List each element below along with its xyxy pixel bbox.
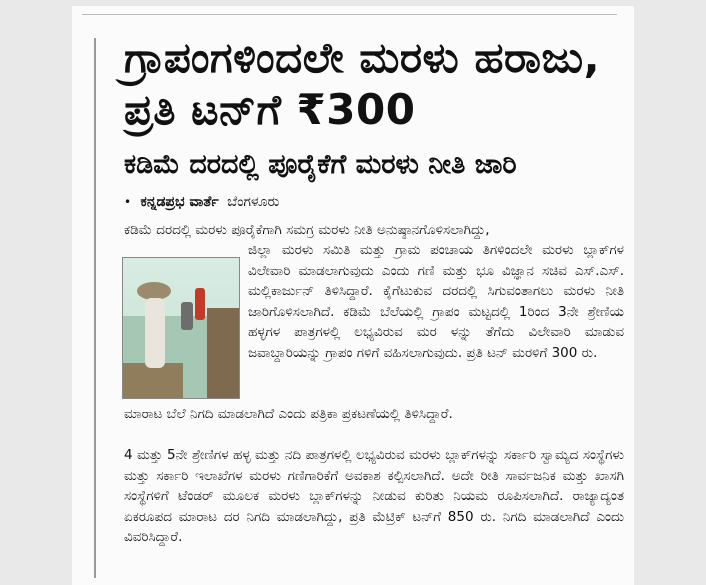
- byline-bullet: •: [124, 195, 132, 209]
- headline: ಗ್ರಾಪಂಗಳಿಂದಲೇ ಮರಳು ಹರಾಜು, ಪ್ರತಿ ಟನ್‌ಗೆ ₹300: [124, 33, 601, 134]
- photo-worker: [145, 298, 165, 368]
- photo-worker-3: [195, 288, 205, 320]
- byline: [124, 194, 279, 210]
- paragraph-1-top: ಕಡಿಮೆ ದರದಲ್ಲಿ ಮರಳು ಪೂರೈಕೆಗಾಗಿ ಸಮಗ್ರ ಮರಳು ನೀತಿ ಅನುಷ್ಠಾನಗೊಳಿಸಲಾಗಿದ್ದು,: [124, 222, 490, 238]
- column-rule: [94, 38, 96, 578]
- byline-place: ಬೆಂಗಳೂರು: [227, 194, 280, 210]
- photo-shore: [123, 363, 183, 398]
- top-divider: [82, 14, 617, 15]
- byline-source: ಕನ್ನಡಪ್ರಭ ವಾರ್ತೆ: [140, 194, 219, 210]
- subheadline: ಕಡಿಮೆ ದರದಲ್ಲಿ ಪೂರೈಕೆಗೆ ಮರಳು ನೀತಿ ಜಾರಿ: [124, 149, 517, 180]
- paragraph-1-side: ಜಿಲ್ಲಾ ಮರಳು ಸಮಿತಿ ಮತ್ತು ಗ್ರಾಮ ಪಂಚಾಯ ತಿಗಳಿಂದಲೇ ಮರಳು ಬ್ಲಾಕ್‌ಗಳ ವಿಲೇವಾರಿ ಮಾಡಲಾಗುವುದು ಎಂದು ಗಣಿ ಮತ್ತು ಭೂ ವಿಜ್ಞಾನ ಸಚಿವ ಎಸ್.ಎಸ್. ಮಲ್ಲಿಕಾರ್ಜುನ್ ತಿಳಿಸಿದ್ದಾರೆ. ಕೈಗೆಟುಕುವ ದರದಲ್ಲಿ ಸಿಗುವಂತಾಗಲು ಮರಳು ನೀತಿ ಜಾರಿಗೊಳಿಸಲಾಗಿದೆ. ಕಡಿಮೆ ಬೆಲೆಯಲ್ಲಿ ಗ್ರಾಪಂ ಮಟ್ಟದಲ್ಲಿ 1ರಿಂದ 3ನೇ ಶ್ರೇಣಿಯ ಹಳ್ಳಗಳ ಪಾತ್ರಗಳಲ್ಲಿ ಲಭ್ಯವಿರುವ ಮರ ಳನ್ನು ತೆಗೆದು ವಿಲೇವಾರಿ ಮಾಡುವ ಜವಾಬ್ದಾರಿಯನ್ನು ಗ್ರಾಪಂ ಗಳಿಗೆ ವಹಿಸಲಾಗುವುದು. ಪ್ರತಿ ಟನ್ ಮರಳಿಗೆ 300 ರು.: [248, 242, 624, 361]
- paragraph-1-bottom: ಮಾರಾಟ ಬೆಲೆ ನಿಗದಿ ಮಾಡಲಾಗಿದೆ ಎಂದು ಪತ್ರಿಕಾ ಪ್ರಕಟಣೆಯಲ್ಲಿ ತಿಳಿಸಿದ್ದಾರೆ.: [124, 406, 453, 422]
- sand-workers-photo: [122, 257, 240, 399]
- newspaper-clipping: [72, 6, 634, 585]
- photo-bank: [207, 308, 239, 398]
- paragraph-2: 4 ಮತ್ತು 5ನೇ ಶ್ರೇಣಿಗಳ ಹಳ್ಳ ಮತ್ತು ನದಿ ಪಾತ್ರಗಳಲ್ಲಿ ಲಭ್ಯವಿರುವ ಮರಳು ಬ್ಲಾಕ್‌ಗಳನ್ನು ಸರ್ಕಾರಿ ಸ್ವಾಮ್ಯದ ಸಂಸ್ಥೆಗಳು ಮತ್ತು ಸರ್ಕಾರಿ ಇಲಾಖೆಗಳ ಮರಳು ಗಣಿಗಾರಿಕೆಗೆ ಅವಕಾಶ ಕಲ್ಪಿಸಲಾಗಿದೆ. ಅದೇ ರೀತಿ ಸಾರ್ವಜನಿಕ ಮತ್ತು ಖಾಸಗಿ ಸಂಸ್ಥೆಗಳಿಗೆ ಟೆಂಡರ್ ಮೂಲಕ ಮರಳು ಬ್ಲಾಕ್‌ಗಳನ್ನು ನೀಡುವ ಕುರಿತು ನಿಯಮ ರೂಪಿಸಲಾಗಿದೆ. ರಾಜ್ಯಾದ್ಯಂತ ಏಕರೂಪದ ಮಾರಾಟ ದರ ನಿಗದಿ ಮಾಡಲಾಗಿದ್ದು, ಪ್ರತಿ ಮೆಟ್ರಿಕ್ ಟನ್‌ಗೆ 850 ರು. ನಿಗದಿ ಮಾಡಲಾಗಿದೆ ಎಂದು ವಿವರಿಸಿದ್ದಾರೆ.: [124, 447, 624, 545]
- photo-worker-2: [181, 302, 193, 330]
